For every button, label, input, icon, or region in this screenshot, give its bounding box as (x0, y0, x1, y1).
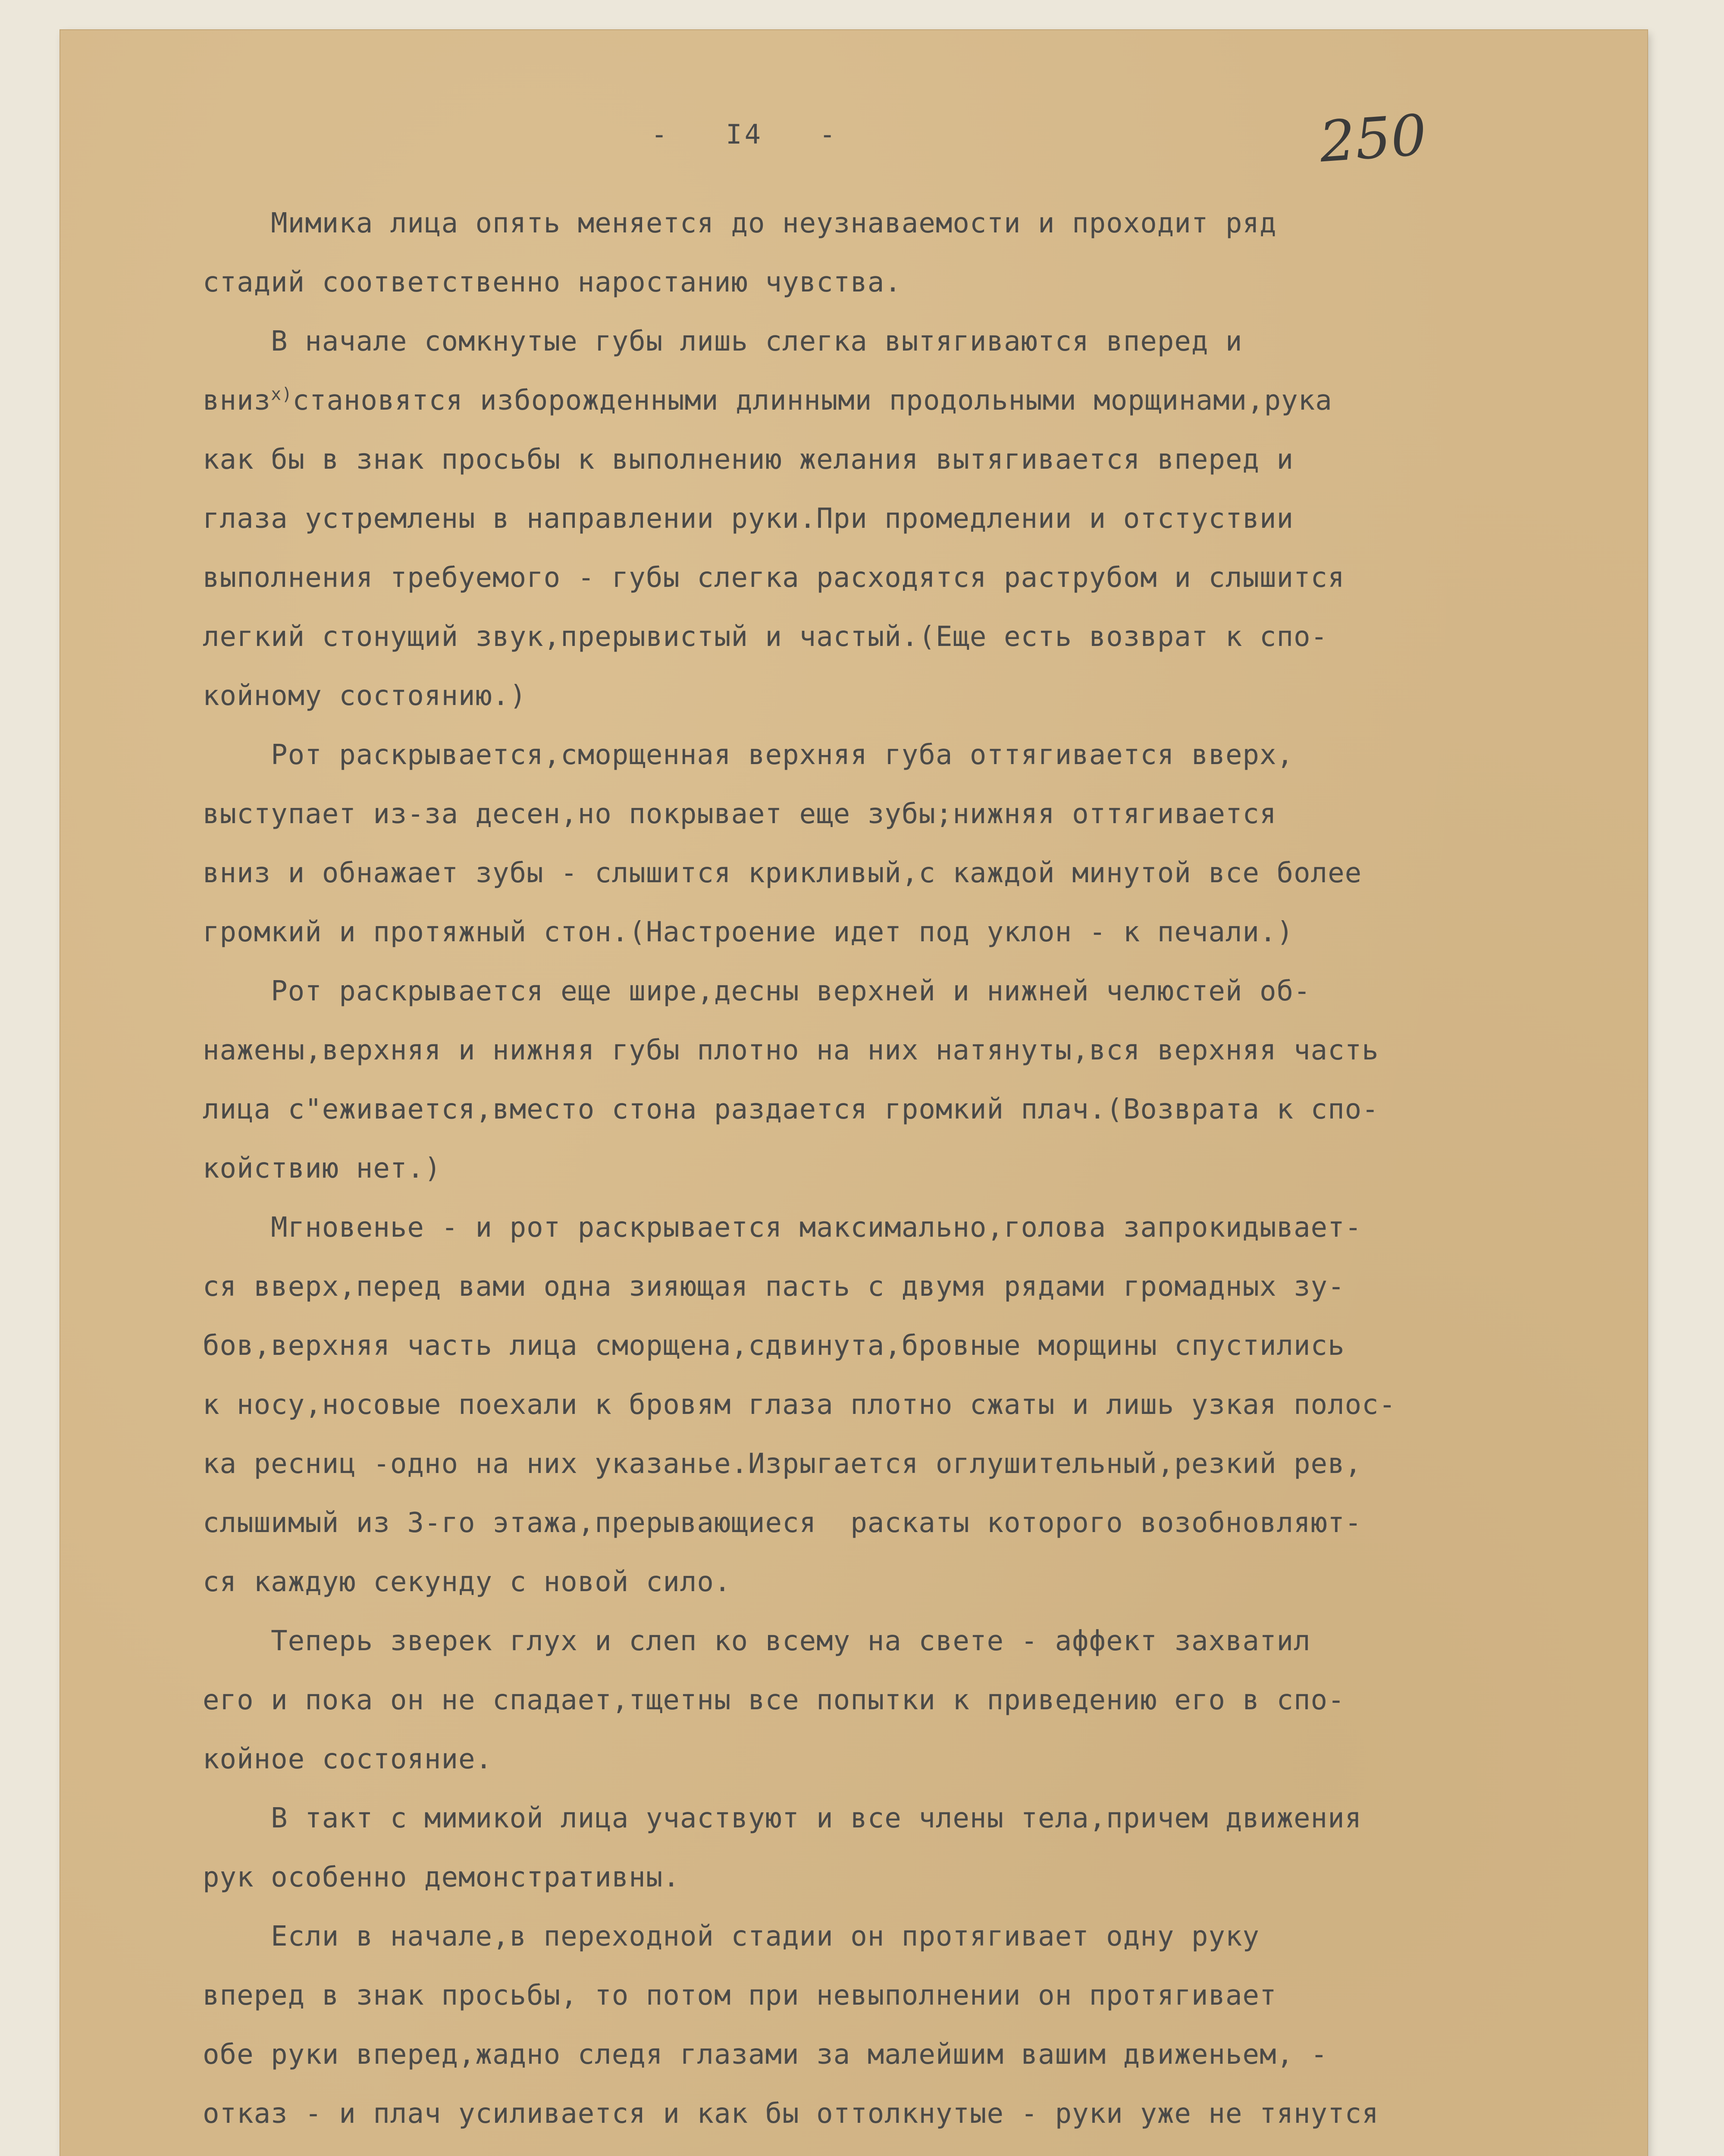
text-line: койствию нет.) (203, 1153, 442, 1185)
text-line: Рот раскрывается еще шире,десны верхней и нижней челюстей об- (203, 975, 1311, 1007)
text-line: отказ - и плач усиливается и как бы оттолкнутые - руки уже не тянутся (203, 2098, 1379, 2130)
text-line: Теперь зверек глух и слеп ко всему на свете - аффект захватил (203, 1625, 1311, 1657)
text-line: выступает из-за десен,но покрывает еще зубы;нижняя оттягивается (203, 798, 1277, 830)
text-line: легкий стонущий звук,прерывистый и частый.(Еще есть возврат к спо- (203, 621, 1328, 653)
text-line: бов,верхняя часть лица сморщена,сдвинута,бровные морщины спустились (203, 1330, 1345, 1362)
text-line: Мгновенье - и рот раскрывается максимально,голова запрокидывает- (203, 1212, 1362, 1244)
page-number: - I4 - (651, 119, 838, 150)
text-line-with-footnote-marker (203, 371, 1561, 430)
text-line: Рот раскрывается,сморщенная верхняя губа оттягивается вверх, (203, 739, 1294, 771)
text-fragment: вниз (203, 385, 271, 417)
text-line: ся вверх,перед вами одна зияющая пасть с двумя рядами громадных зу- (203, 1271, 1345, 1303)
footnote-marker: х) (271, 384, 293, 404)
text-line: ка ресниц -одно на них указанье.Изрыгается оглушительный,резкий рев, (203, 1448, 1362, 1480)
text-line: стадий соответственно наростанию чувства. (203, 266, 902, 298)
text-line: койное состояние. (203, 1743, 493, 1775)
text-line: койному состоянию.) (203, 680, 527, 712)
text-line: выполнения требуемого - губы слегка расходятся раструбом и слышится (203, 562, 1345, 594)
text-line: его и пока он не спадает,тщетны все попытки к приведению его в спо- (203, 1684, 1345, 1716)
text-line: громкий и протяжный стон.(Настроение идет под уклон - к печали.) (203, 916, 1294, 948)
text-line: глаза устремлены в направлении руки.При промедлении и отстуствии (203, 503, 1294, 535)
text-line: к носу,носовые поехали к бровям глаза плотно сжаты и лишь узкая полос- (203, 1389, 1396, 1421)
text-line: В начале сомкнутые губы лишь слегка вытягиваются вперед и (203, 326, 1243, 357)
text-line: обе руки вперед,жадно следя глазами за малейшим вашим движеньем, - (203, 2039, 1328, 2071)
text-line: Если в начале,в переходной стадии он протягивает одну руку (203, 1921, 1260, 1952)
text-line: слышимый из 3-го этажа,прерывающиеся раскаты которого возобновляют- (203, 1507, 1362, 1539)
text-line (203, 2143, 1561, 2156)
text-line: как бы в знак просьбы к выполнению желания вытягивается вперед и (203, 444, 1294, 476)
document-page (60, 30, 1647, 2156)
text-line: вперед в знак просьбы, то потом при невыполнении он протягивает (203, 1980, 1277, 2012)
text-line: В такт с мимикой лица участвуют и все члены тела,причем движения (203, 1802, 1362, 1834)
text-line: нажены,верхняя и нижняя губы плотно на них натянуты,вся верхняя часть (203, 1034, 1379, 1066)
text-line: ся каждую секунду с новой сило. (203, 1566, 731, 1598)
typed-text-body (203, 194, 1561, 2156)
text-line: рук особенно демонстративны. (203, 1861, 680, 1893)
archive-page-number: 250 (1317, 102, 1429, 175)
text-line: лица с"еживается,вместо стона раздается громкий плач.(Возврата к спо- (203, 1094, 1379, 1125)
text-fragment: становятся изборожденными длинными продольными морщинами,рука (292, 385, 1332, 417)
text-line: Мимика лица опять меняется до неузнаваемости и проходит ряд (203, 207, 1277, 239)
text-line: вниз и обнажает зубы - слышится крикливый,с каждой минутой все более (203, 857, 1362, 889)
